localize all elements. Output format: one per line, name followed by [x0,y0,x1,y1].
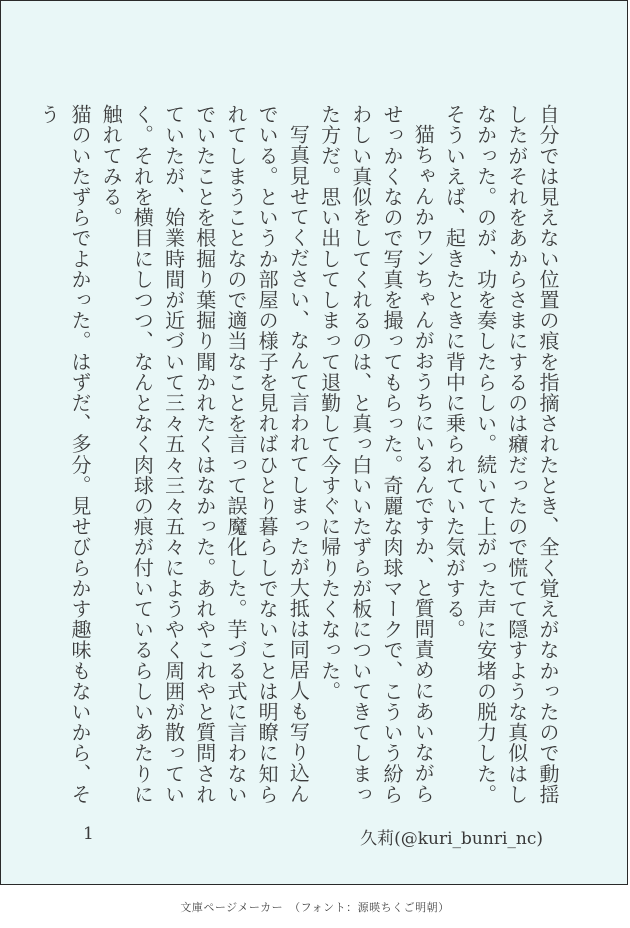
author-credit: 久莉(@kuri_bunri_nc) [360,829,543,849]
page-number: 1 [83,824,94,844]
paragraph: 自分では見えない位置の痕を指摘されたとき、全く覚えがなかったので動揺したがそれをあからさまにするのは癪だったので慌てて隠すような真似はしなかった。のが、功を奏したらしい。続いて上がった声に安堵の脱力した。そういえば、起きたときに背中に乗られていた気がする。 [442,104,560,805]
paragraph: 猫のいたずらでよかった。はずだ、多分。見せびらかす趣味もないから、そう [36,104,92,805]
footer-caption: 文庫ページメーカー （フォント：源暎ちくご明朝） [180,901,450,914]
paragraph: 猫ちゃんかワンちゃんがおうちにいるんですか、と質問責めにあいながらせっかくなので写真を撮ってもらった。奇麗な肉球マークで、こういう紛らわしい真似をしてくれるのは、と真っ白いいたずらが板についてきてしまった方だ。思い出してしまって退勤して今すぐに帰りたくなった。 [317,104,436,805]
body-text [36,104,563,809]
paragraph: 写真見せてください、なんて言われてしまったが大抵は同居人も写り込んでいる。というか部屋の様子を見ればひとり暮らしでないことは明瞭に知られてしまうことなので適当なことを言って誤魔化した。芋づる式に言わないでいたことを根掘り葉掘り聞かれたくはなかった。あれやこれやと質問されていたが、始業時間が近づいて三々五々三々五々にようやく周囲が散っていく。それを横目にしつつ、なんとなく肉球の痕が付いているらしいあたりに触れてみる。 [99,104,311,805]
